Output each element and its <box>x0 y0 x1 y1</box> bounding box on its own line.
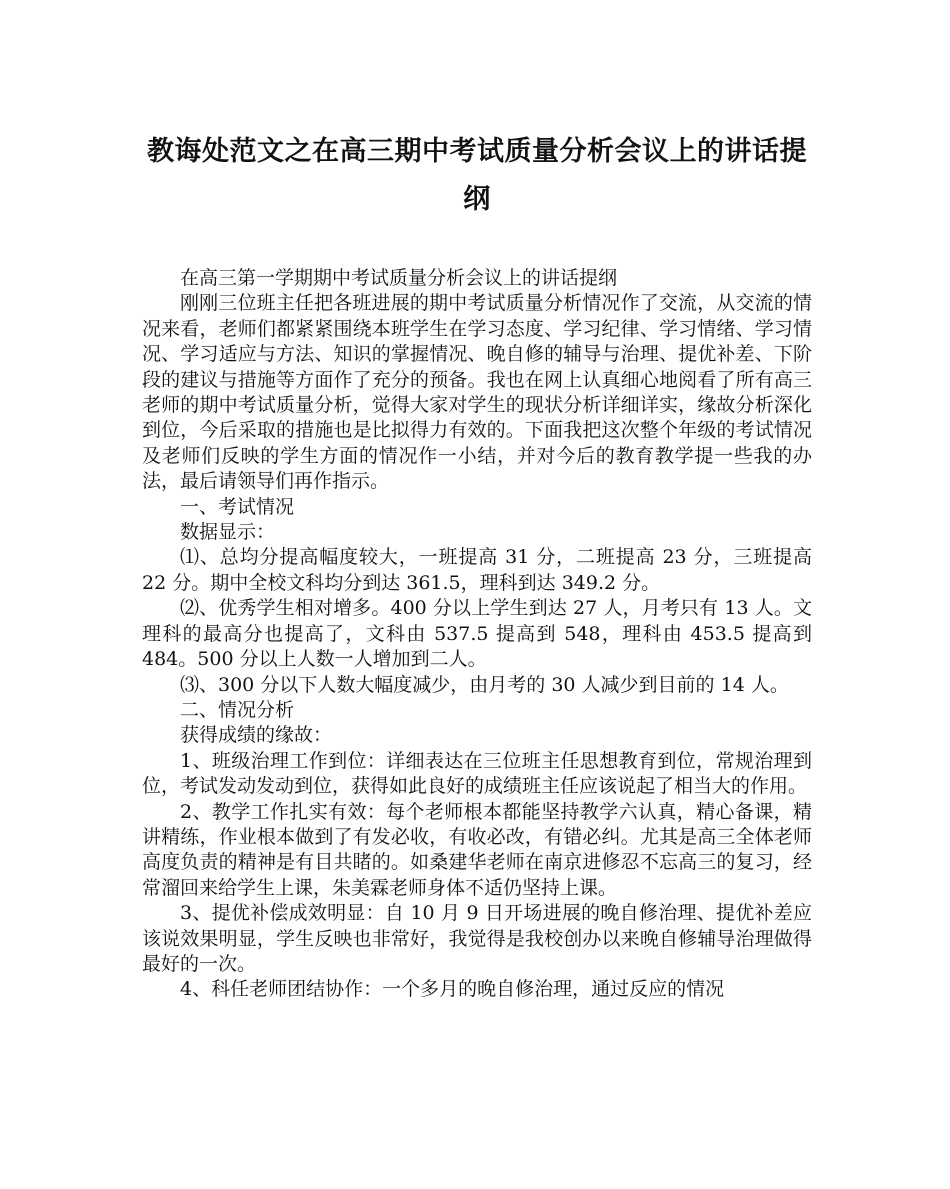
section-heading: 二、情况分析 <box>180 698 295 721</box>
paragraph: 数据显示： <box>180 521 276 544</box>
paragraph: 获得成绩的缘故： <box>180 724 333 747</box>
list-item: ⑴、总均分提高幅度较大，一班提高 31 分，二班提高 23 分，三班提高 22 分。期中全校文科均分到达 361.5，理科到达 349.2 分。 <box>142 546 812 594</box>
document-body <box>142 266 812 1003</box>
section-heading: 一、考试情况 <box>180 495 295 518</box>
list-item: 3、提优补偿成效明显：自 10 月 9 日开场进展的晚自修治理、提优补差应该说效果明显，学生反映也非常好，我觉得是我校创办以来晚自修辅导治理做得最好的一次。 <box>142 902 812 975</box>
list-item: 1、班级治理工作到位：详细表达在三位班主任思想教育到位，常规治理到位，考试发动发动到位，获得如此良好的成绩班主任应该说起了相当大的作用。 <box>142 749 812 798</box>
list-item: ⑵、优秀学生相对增多。400 分以上学生到达 27 人，月考只有 13 人。文理科的最高分也提高了，文科由 537.5 提高到 548，理科由 453.5 提高到 484。500 分以上人数一人增加到二人。 <box>142 597 812 671</box>
list-item: 4、科任老师团结协作：一个多月的晚自修治理，通过反应的情况 <box>180 978 725 1001</box>
paragraph: 在高三第一学期期中考试质量分析会议上的讲话提纲 <box>180 267 618 289</box>
paragraph: 刚刚三位班主任把各班进展的期中考试质量分析情况作了交流，从交流的情况来看，老师们都紧紧围绕本班学生在学习态度、学习纪律、学习情绪、学习情况、学习适应与方法、知识的掌握情况、晚自修的辅导与治理、提优补差、下阶段的建议与措施等方面作了充分的预备。我也在网上认真细心地阅看了所有高三老师的期中考试质量分析，觉得大家对学生的现状分析详细详实，缘故分析深化到位，今后采取的措施也是比拟得力有效的。下面我把这次整个年级的考试情况及老师们反映的学生方面的情况作一小结，并对今后的教育教学提一些我的办法，最后请领导们再作指示。 <box>142 292 812 493</box>
list-item: 2、教学工作扎实有效：每个老师根本都能坚持教学六认真，精心备课，精讲精练，作业根本做到了有发必收，有收必改，有错必纠。尤其是高三全体老师高度负责的精神是有目共睹的。如桑建华老师在南京进修忍不忘高三的复习，经常溜回来给学生上课，朱美霖老师身体不适仍坚持上课。 <box>142 800 812 899</box>
list-item: ⑶、300 分以下人数大幅度减少，由月考的 30 人减少到目前的 14 人。 <box>180 673 789 696</box>
document-title: 教诲处范文之在高三期中考试质量分析会议上的讲话提纲 <box>147 136 807 215</box>
